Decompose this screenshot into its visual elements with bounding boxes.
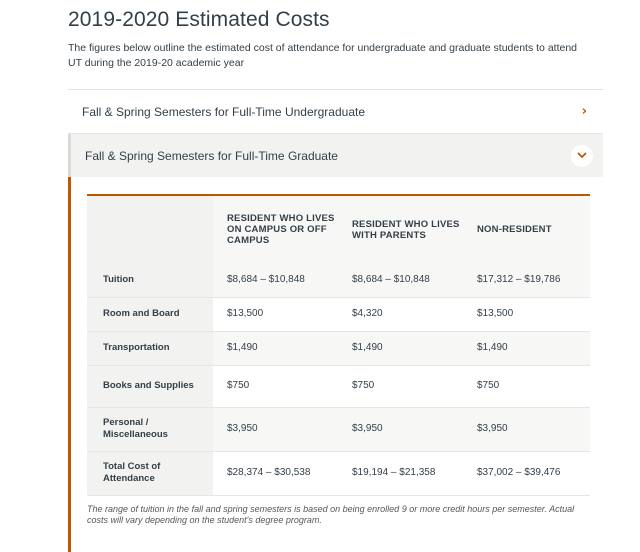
table-cell: $750 [213,365,338,407]
table-row [87,407,590,451]
table-cell: $1,490 [338,331,463,365]
column-header-non-resident: NON-RESIDENT [463,196,590,263]
column-header-resident-parents: RESIDENT WHO LIVES WITH PARENTS [338,196,463,263]
table-footnote: The range of tuition in the fall and spring semesters is based on being enrolled 9 or more credit hours per semester. Actual costs will vary depending on the student's degree program. [87,504,575,525]
row-label-transportation: Transportation [87,331,213,365]
column-header-blank [87,196,213,263]
table-cell: $750 [463,365,590,407]
column-header-resident-campus: RESIDENT WHO LIVES ON CAMPUS OR OFF CAMPUS [213,196,338,263]
table-cell: $1,490 [463,331,590,365]
table-cell: $4,320 [338,297,463,331]
table-header-row [87,196,590,263]
row-label-tuition: Tuition [87,263,213,297]
table-row [87,365,590,407]
accordion-label-undergraduate: Fall & Spring Semesters for Full-Time Undergraduate [82,104,365,119]
accordion-label-graduate: Fall & Spring Semesters for Full-Time Graduate [85,148,338,163]
accordion-item-undergraduate[interactable] [68,89,603,134]
graduate-panel [68,177,603,552]
row-label-books-supplies: Books and Supplies [87,365,213,407]
intro-text: The figures below outline the estimated cost of attendance for undergraduate and graduate students to attend UT during the 2019-20 academic year [68,42,578,69]
row-label-personal-misc: Personal / Miscellaneous [87,407,213,451]
table-cell: $19,194 – $21,358 [338,451,463,495]
table-row [87,263,590,297]
table-cell: $8,684 – $10,848 [213,263,338,297]
table-cell: $1,490 [213,331,338,365]
page-title: 2019-2020 Estimated Costs [68,8,330,31]
cost-table [87,196,590,496]
table-cell: $3,950 [338,407,463,451]
table-row [87,297,590,331]
table-cell: $37,002 – $39,476 [463,451,590,495]
cost-table-wrapper [87,194,590,496]
table-cell: $3,950 [213,407,338,451]
table-cell: $13,500 [463,297,590,331]
table-cell: $17,312 – $19,786 [463,263,590,297]
table-cell: $13,500 [213,297,338,331]
chevron-right-icon[interactable]: › [581,104,587,119]
table-cell: $8,684 – $10,848 [338,263,463,297]
row-label-room-board: Room and Board [87,297,213,331]
accordion-item-graduate[interactable] [68,134,603,177]
table-cell: $28,374 – $30,538 [213,451,338,495]
table-row [87,331,590,365]
table-row [87,451,590,495]
table-cell: $750 [338,365,463,407]
chevron-down-icon[interactable] [571,145,593,167]
cost-accordion [68,89,603,177]
table-cell: $3,950 [463,407,590,451]
row-label-total-cost: Total Cost of Attendance [87,451,213,495]
